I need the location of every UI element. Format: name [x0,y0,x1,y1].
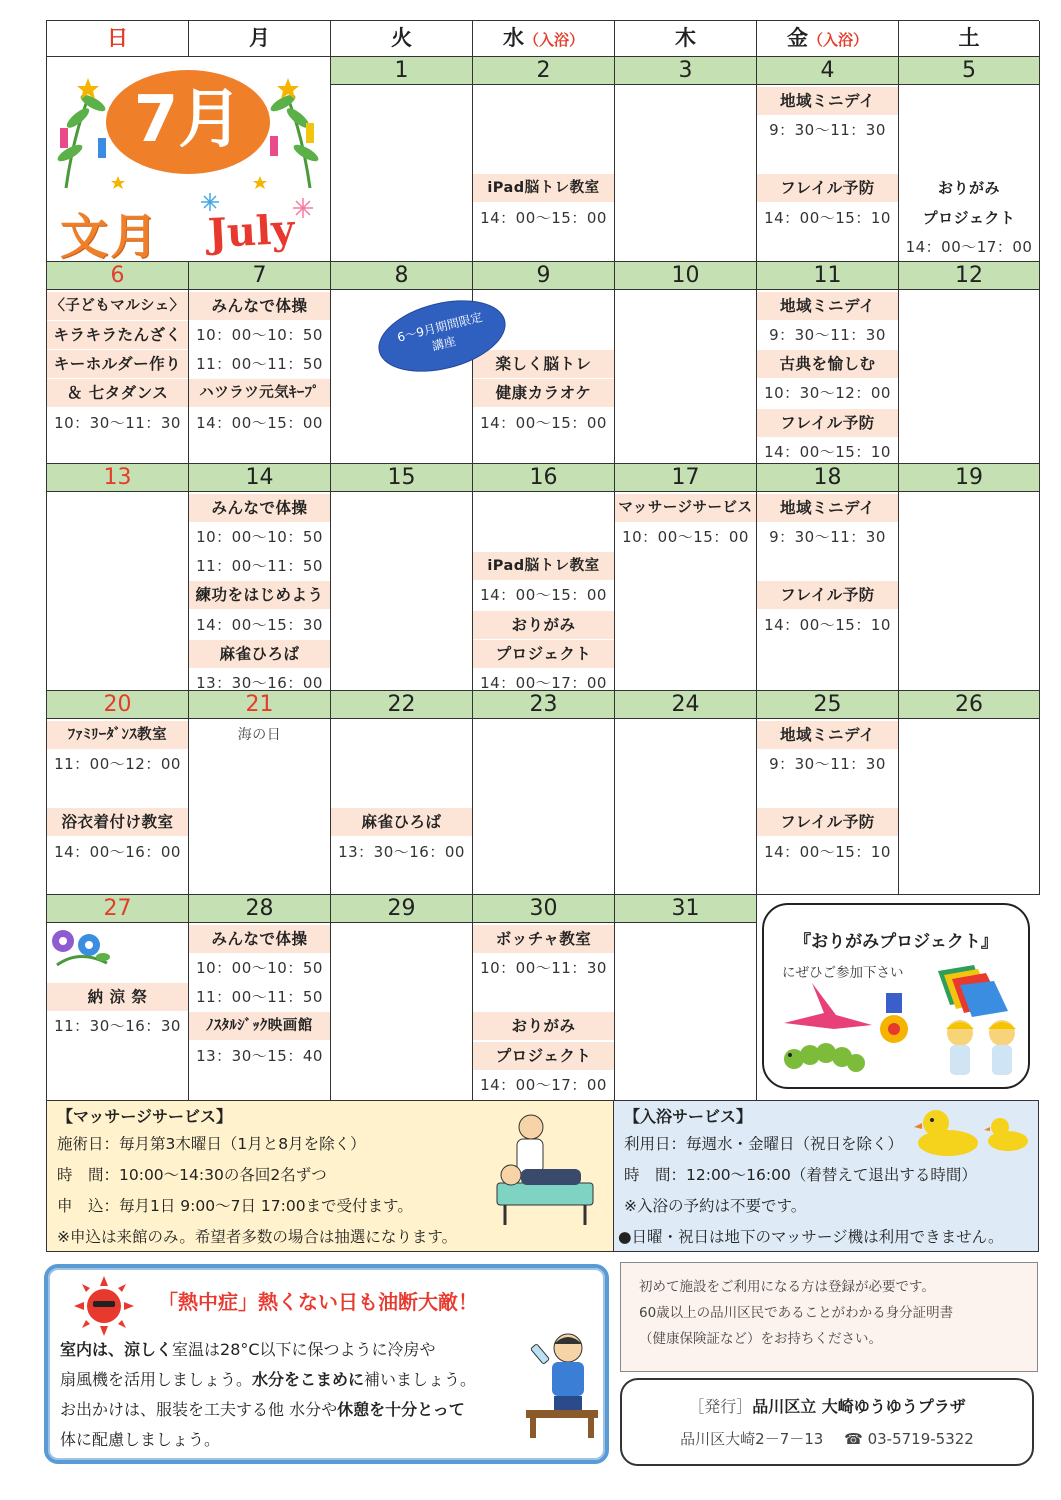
event-title: 地域ミニデイ [757,87,898,115]
event-title: みんなで体操 [189,494,330,522]
event-time: 11：00～11：50 [196,355,323,374]
event-title: 麻雀ひろば [189,640,330,668]
day-cell [757,464,899,691]
weekday-label: 火 [391,26,412,50]
day-number: 13 [47,464,188,492]
event-title: 地域ミニデイ [757,494,898,522]
weekday-header [473,21,615,57]
weekday-note: （入浴） [523,31,584,49]
event-time: 14：00～15：10 [764,842,891,861]
day-number: 6 [47,262,188,290]
day-cell [47,262,189,464]
event-title: フレイル予防 [757,808,898,836]
event-title: フレイル予防 [757,409,898,437]
bath-line: ※入浴の予約は不要です。 [624,1197,807,1215]
massage-line: 申 込：毎月1日 9:00～7日 17:00まで受付ます。 [57,1197,413,1215]
event-title: 楽しく脳トレ [473,350,614,378]
heatstroke-line-3 [60,1394,465,1425]
day-cell [331,464,473,691]
event-title: マッサージサービス [615,494,756,522]
event-title: みんなで体操 [189,292,330,320]
weekday-label: 月 [249,26,270,50]
massage-line: 時 間：10:00～14:30の各回2名ずつ [57,1166,327,1184]
heatstroke-text: 補いましょう。 [364,1370,477,1389]
weekday-header [331,21,473,57]
day-cell [473,262,615,464]
day-cell [331,691,473,895]
weekday-header [899,21,1040,57]
day-cell [473,895,615,1101]
event-title: 浴衣着付け教室 [47,808,188,836]
event-time: 10：00～10：50 [196,527,323,546]
day-cell [615,691,757,895]
event-title: 古典を愉しむ [757,350,898,378]
event-time: 14：00～17：00 [480,674,607,691]
day-number: 12 [899,262,1039,290]
event-title: 納 涼 祭 [47,983,188,1011]
event-time: 14：00～16：00 [54,842,181,861]
heatstroke-line-2 [60,1364,476,1395]
event-time: 13：30～15：40 [196,1046,323,1065]
heatstroke-text: お出かけは、服装を工夫する他 水分や [60,1400,338,1419]
weekday-label: 日 [107,26,128,50]
heatstroke-text: 扇風機を活用しましょう。 [60,1370,253,1389]
event-title: ＆ 七タダンス [47,379,188,407]
event-time: 14：00～15：30 [196,615,323,634]
weekday-label: 金 [786,26,808,50]
day-number: 22 [331,691,472,719]
day-cell [473,57,615,262]
event-title: 地域ミニデイ [757,721,898,749]
bath-line: 時 間：12:00～16:00（着替えて退出する時間） [624,1166,977,1184]
event-title: みんなで体操 [189,925,330,953]
event-time: 14：00～15：10 [764,615,891,634]
event-title: 地域ミニデイ [757,292,898,320]
registration-line: （健康保険証など）をお持ちください。 [639,1331,882,1347]
day-cell [473,464,615,691]
day-cell [47,464,189,691]
day-cell [189,895,331,1101]
weekday-header [615,21,757,57]
day-number: 18 [757,464,898,492]
weekday-header [757,21,899,57]
day-number: 29 [331,895,472,923]
massage-service-panel [46,1100,614,1252]
event-title: おりがみ [473,1012,614,1040]
event-title: 麻雀ひろば [331,808,472,836]
event-title: 〈子どもマルシェ〉 [47,292,188,320]
day-cell [757,691,899,895]
holiday-label: 海の日 [237,726,282,743]
event-time: 11：00～12：00 [54,754,181,773]
bath-service-panel [614,1100,1039,1252]
origami-subtitle: にぜひご参加下さい [782,965,904,981]
day-number: 17 [615,464,756,492]
drinking-boy-icon [522,1330,602,1440]
event-title: プロジェクト [473,640,614,668]
massage-illustration-icon [487,1107,597,1227]
day-number: 7 [189,262,330,290]
weekday-header [47,21,189,57]
day-number: 31 [615,895,756,923]
day-cell [757,262,899,464]
event-time: 14：00～15：10 [764,443,891,461]
month-english-name: July [206,205,296,258]
event-time: 14：00～17：00 [905,238,1033,256]
day-cell [899,57,1040,262]
rubber-duck-icon [914,1103,1034,1159]
event-title: 健康カラオケ [473,379,614,407]
event-time: 10：00～15：00 [622,527,749,546]
heatstroke-text: 室温は28°C以下に保つように冷房や [172,1340,436,1359]
publisher-phone: ☎ 03-5719-5322 [844,1430,974,1448]
bath-line: ●日曜・祝日は地下のマッサージ機は利用できません。 [618,1228,1004,1246]
massage-line: 施術日：毎月第3木曜日（1月と8月を除く） [57,1135,366,1153]
day-cell [189,464,331,691]
event-time: 14：00～15：00 [480,586,607,605]
day-number: 9 [473,262,614,290]
event-time: 9：30～11：30 [769,527,886,546]
day-number: 16 [473,464,614,492]
registration-notice [620,1262,1038,1372]
event-title: ﾉｽﾀﾙｼﾞｯｸ映画館 [189,1012,330,1040]
day-cell [899,262,1040,464]
bath-line: 利用日：毎週水・金曜日（祝日を除く） [624,1135,904,1153]
weekday-header [189,21,331,57]
event-time: 14：00～17：00 [480,1076,607,1094]
event-title: おりがみ [473,611,614,639]
day-cell [615,464,757,691]
event-time: 9：30～11：30 [769,754,886,773]
day-number: 15 [331,464,472,492]
event-title: 練功をはじめよう [189,581,330,609]
day-number: 25 [757,691,898,719]
event-title: iPad脳トレ教室 [473,174,614,202]
event-time: 11：30～16：30 [54,1017,181,1036]
publisher-box [620,1378,1034,1466]
month-illustration [48,58,329,265]
heatstroke-line-1 [60,1334,436,1365]
event-time: 9：30～11：30 [769,325,886,344]
heatstroke-bold: 室内は、涼しく [60,1340,173,1359]
day-number: 23 [473,691,614,719]
publisher-label: ［発行］ [688,1397,753,1416]
event-title: プロジェクト [922,208,1016,227]
day-number: 4 [757,57,898,85]
day-cell [899,691,1040,895]
day-cell [615,895,757,1101]
day-number: 21 [189,691,330,719]
event-title: iPad脳トレ教室 [473,552,614,580]
event-time: 14：00～15：00 [480,208,607,227]
day-number: 2 [473,57,614,85]
heatstroke-line-4: 体に配慮しましょう。 [60,1430,221,1449]
origami-project-box [762,903,1030,1089]
day-cell [189,262,331,464]
origami-title: 『おりがみプロジェクト』 [794,932,998,952]
day-cell [899,464,1040,691]
massage-line: ※申込は来館のみ。希望者多数の場合は抽選になります。 [57,1228,458,1246]
day-cell [331,895,473,1101]
day-number: 8 [331,262,472,290]
event-time: 10：00～10：50 [196,325,323,344]
day-number: 3 [615,57,756,85]
event-title: おりがみ [937,179,1000,198]
day-cell [757,57,899,262]
day-number: 30 [473,895,614,923]
registration-line: 60歳以上の品川区民であることがわかる身分証明書 [639,1305,954,1321]
event-time: 14：00～15：10 [764,208,891,227]
publisher-address: 品川区大崎2－7－13 [680,1430,824,1448]
heatstroke-notice [44,1264,609,1464]
day-number: 14 [189,464,330,492]
event-title: ﾌｧﾐﾘｰﾀﾞﾝｽ教室 [47,721,188,749]
publisher-contact [622,1428,1032,1449]
day-cell [331,57,473,262]
sun-icon [74,1276,134,1336]
bubble-text: 6～9月期間限定講座 [395,309,484,354]
day-cell [473,691,615,895]
origami-crane-medal-kids-icon [764,965,1032,1085]
day-cell [47,691,189,895]
event-title: フレイル予防 [757,581,898,609]
day-number: 26 [899,691,1039,719]
event-time: 11：00～11：50 [196,557,323,576]
day-number: 27 [47,895,188,923]
day-number: 19 [899,464,1039,492]
event-time: 10：00～11：30 [480,958,607,977]
heatstroke-bold: 休憩を十分とって [337,1400,465,1419]
event-time: 10：30～11：30 [54,413,181,432]
event-time: 10：30～12：00 [764,384,891,403]
day-number: 28 [189,895,330,923]
event-title: ボッチャ教室 [473,925,614,953]
event-time: 11：00～11：50 [196,988,323,1007]
publisher-name: 品川区立 大崎ゆうゆうプラザ [752,1397,966,1416]
day-number: 20 [47,691,188,719]
massage-title: 【マッサージサービス】 [57,1107,233,1126]
weekday-note: （入浴） [807,31,868,49]
day-number: 11 [757,262,898,290]
month-number: 7月 [133,83,243,157]
day-number: 10 [615,262,756,290]
event-time: 9：30～11：30 [769,120,886,139]
event-time: 13：30～16：00 [196,674,323,691]
event-title: プロジェクト [473,1042,614,1070]
month-japanese-name: 文月 [60,209,161,265]
bath-title: 【入浴サービス】 [624,1107,753,1126]
day-number: 24 [615,691,756,719]
event-time: 10：00～10：50 [196,958,323,977]
weekday-label: 水 [502,26,524,50]
day-cell [189,691,331,895]
heatstroke-bold: 水分をこまめに [252,1370,365,1389]
day-number: 1 [331,57,472,85]
heatstroke-title: 「熱中症」熱くない日も油断大敵！ [158,1290,478,1314]
day-cell [615,57,757,262]
event-title: キーホルダー作り [47,350,188,378]
day-number: 5 [899,57,1039,85]
event-time: 14：00～15：00 [480,413,607,432]
event-title: ハツラツ元気ｷｰﾌﾟ [189,379,330,407]
event-title: フレイル予防 [757,174,898,202]
day-cell [615,262,757,464]
weekday-label: 木 [675,26,696,50]
event-time: 14：00～15：00 [196,413,323,432]
event-time: 13：30～16：00 [338,842,465,861]
publisher-heading [622,1394,1032,1417]
weekday-label: 土 [958,26,980,50]
event-title: キラキラたんざく [47,321,188,349]
registration-line: 初めて施設をご利用になる方は登録が必要です。 [639,1279,935,1295]
morning-glory-icon [49,925,111,969]
